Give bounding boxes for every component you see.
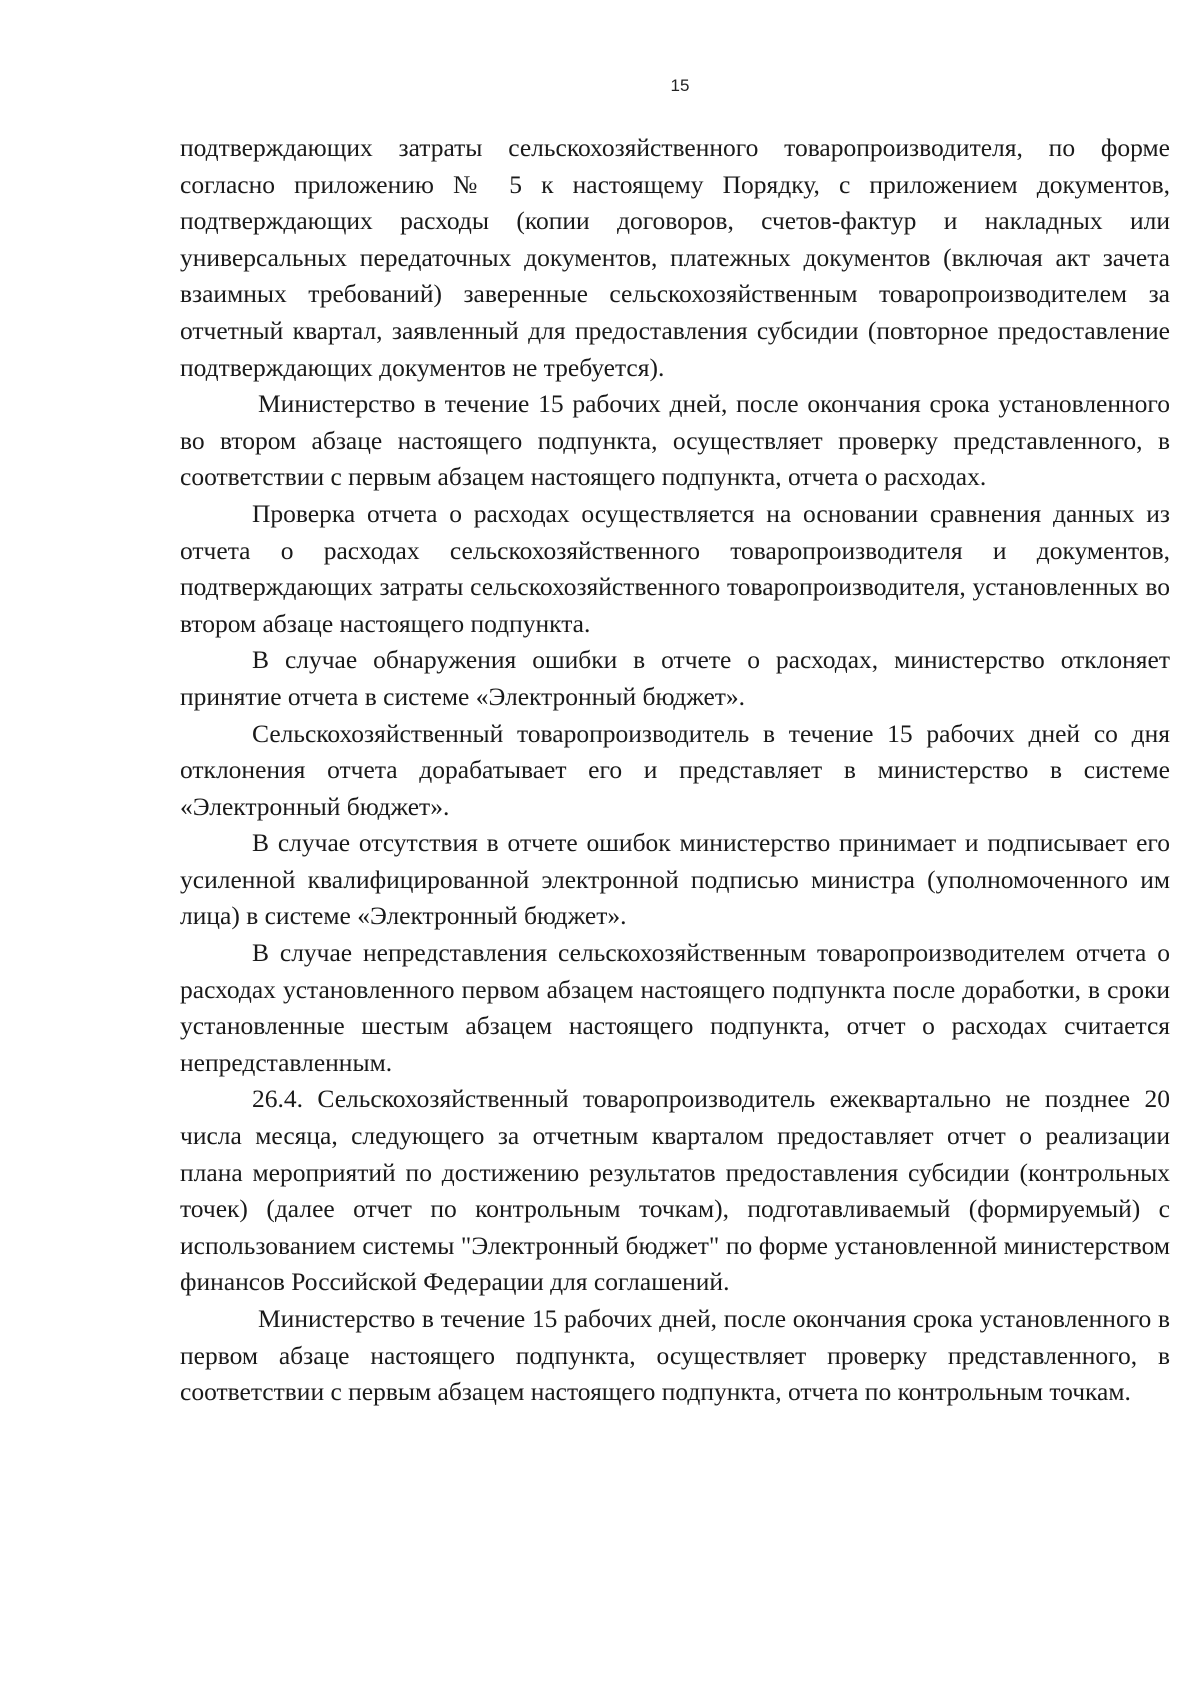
paragraph-rework: Сельскохозяйственный товаропроизводитель в течение 15 рабочих дней со дня отклонения отчета дорабатывает его и представляет в министерство в системе «Электронный бюджет». — [180, 718, 1170, 821]
paragraph-error-rejection: В случае обнаружения ошибки в отчете о расходах, министерство отклоняет принятие отчета в системе «Электронный бюджет». — [180, 645, 1170, 711]
paragraph-ministry-review: Министерство в течение 15 рабочих дней, после окончания срока установленного во втором абзаце настоящего подпункта, осуществляет проверку представленного, в соответствии с первым абзацем настоящего подпункта, отчета о расходах. — [180, 389, 1170, 492]
document-body — [180, 130, 1170, 1411]
page-number: 15 — [670, 76, 690, 95]
paragraph-26-4: 26.4. Сельскохозяйственный товаропроизводитель ежеквартально не позднее 20 числа месяца, следующего за отчетным кварталом предоставляет отчет о реализации плана мероприятий по достижению результатов предоставления субсидии (контрольных точек) (далее отчет по контрольным точкам), подготавливаемый (формируемый) с использованием системы "Электронный бюджет" по форме установленной министерством финансов Российской Федерации для соглашений. — [180, 1084, 1170, 1297]
paragraph-acceptance: В случае отсутствия в отчете ошибок министерство принимает и подписывает его усиленной квалифицированной электронной подписью министра (уполномоченного им лица) в системе «Электронный бюджет». — [180, 828, 1170, 931]
paragraph-continuation: подтверждающих затраты сельскохозяйственного товаропроизводителя, по форме согласно приложению № 5 к настоящему Порядку, с приложением документов, подтверждающих расходы (копии договоров, счетов-фактур и накладных или универсальных передаточных документов, платежных документов (включая акт зачета взаимных требований) заверенные сельскохозяйственным товаропроизводителем за отчетный квартал, заявленный для предоставления субсидии (повторное предоставление подтверждающих документов не требуется). — [180, 133, 1170, 382]
paragraph-checkpoints-review: Министерство в течение 15 рабочих дней, после окончания срока установленного в первом абзаце настоящего подпункта, осуществляет проверку представленного, в соответствии с первым абзацем настоящего подпункта, отчета по контрольным точкам. — [180, 1304, 1170, 1407]
paragraph-non-submission: В случае непредставления сельскохозяйственным товаропроизводителем отчета о расходах установленного первом абзацем настоящего подпункта после доработки, в сроки установленные шестым абзацем настоящего подпункта, отчет о расходах считается непредставленным. — [180, 938, 1170, 1077]
paragraph-report-check: Проверка отчета о расходах осуществляется на основании сравнения данных из отчета о расходах сельскохозяйственного товаропроизводителя и документов, подтверждающих затраты сельскохозяйственного товаропроизводителя, установленных во втором абзаце настоящего подпункта. — [180, 498, 1170, 638]
